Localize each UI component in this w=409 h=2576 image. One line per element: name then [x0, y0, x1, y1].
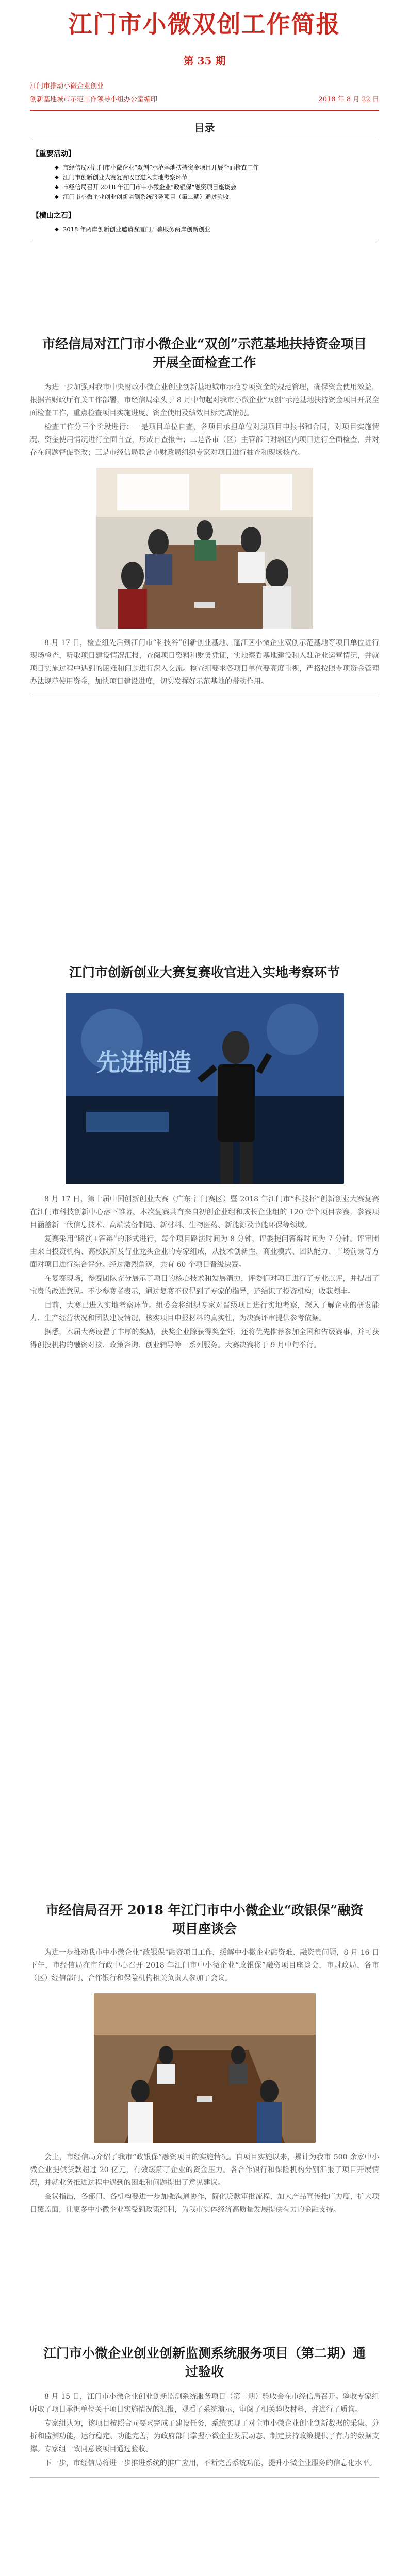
meeting-photo [96, 468, 313, 629]
forum-meeting-image [94, 1993, 316, 2143]
toc-list [55, 225, 379, 234]
issuer-line-2: 创新基地城市示范工作领导小组办公室编印 [30, 96, 158, 104]
article-title: 江门市创新创业大赛复赛收官进入实地考察环节 [69, 965, 340, 980]
article-paragraph: 8 月 15 日，江门市小微企业创业创新监测系统服务项目（第二期）验收会在市经信局召开。验收专家组听取了项目承担单位关于项目实施情况的汇报，观看了系统演示，审阅了相关验收材料，并进行了质询。 [30, 2393, 379, 2414]
article-paragraph: 目前，大赛已进入实地考察环节。组委会将组织专家对晋级项目进行实地考察，深入了解企业的研发能力、生产经营状况和团队建设情况，核实项目申报材料的真实性，为决赛评审提供参考依据。 [30, 1301, 379, 1323]
toc-section-label: 【横山之石】 [32, 212, 75, 220]
forum-photo [94, 1993, 316, 2143]
article-paragraph: 会议指出，各部门、各机构要进一步加强沟通协作，简化贷款审批流程，加大产品宣传推广力度，扩大项目覆盖面，让更多中小微企业享受到政策红利，为我市实体经济高质量发展提供有力的金融支持。 [30, 2193, 379, 2214]
header-divider [30, 110, 379, 111]
toc-item[interactable]: ◆ 2018 年两岸创新创业邀请赛厦门开幕服务两岸创新创业 [55, 225, 379, 234]
toc-list [55, 163, 379, 202]
article-paragraph: 复赛采用“路演+答辩”的形式进行，每个项目路演时间为 8 分钟，评委提问答辩时间为 7 分钟。评审团由来自投资机构、高校院所及行业龙头企业的专家组成，从技术创新性、商业模式、团队能力、市场前景等方面对项目进行综合评分。经过激烈角逐，共有 60 个项目晋级决赛。 [30, 1235, 379, 1269]
article-divider [30, 2477, 379, 2478]
article-paragraph: 下一步，市经信局将进一步推进系统的推广应用，不断完善系统功能，提升小微企业服务的信息化水平。 [44, 2459, 377, 2467]
article-paragraph: 专家组认为，该项目按照合同要求完成了建设任务，系统实现了对全市小微企业创业创新数据的采集、分析和监测功能，运行稳定、功能完善，为政府部门掌握小微企业发展动态、制定扶持政策提供了有力的数据支撑。专家组一致同意该项目通过验收。 [30, 2419, 379, 2453]
article-4 [30, 2344, 379, 2478]
toc-section-label: 【重要活动】 [32, 150, 75, 158]
article-paragraph: 据悉，本届大赛设置了丰厚的奖励，获奖企业除获得奖金外，还将优先推荐参加全国和省级赛事，并可获得创投机构的融资对接、政策咨询、创业辅导等一系列服务。大赛决赛将于 9 月中旬举行。 [30, 1328, 379, 1349]
article-paragraph: 检查工作分三个阶段进行：一是项目单位自查，各项目承担单位对照项目申报书和合同，对项目实施情况、资金使用情况进行全面自查，形成自查报告；二是各市（区）主管部门对辖区内项目进行全面检查，并对存在问题督促整改；三是市经信局联合市财政局组织专家对项目进行抽查和现场核查。 [30, 423, 379, 457]
issuer-line-1: 江门市推动小微企业创业 [30, 82, 104, 90]
article-paragraph: 为进一步加强对我市中央财政小微企业创业创新基地城市示范专项资金的规范管理，确保资金使用效益，根据省财政厅有关工作部署，市经信局牵头于 8 月中旬起对我市小微企业“双创”示范基地扶持资金项目开展全面检查工作，重点检查项目实施进度、资金使用及绩效目标完成情况。 [30, 383, 379, 417]
article-3 [30, 1901, 379, 2216]
article-title: 江门市小微企业创业创新监测系统服务项目（第二期）通过验收 [43, 2346, 366, 2379]
article-paragraph: 在复赛现场，参赛团队充分展示了项目的核心技术和发展潜力，评委们对项目进行了专业点评，并提出了宝贵的改进意见。不少参赛者表示，通过复赛不仅得到了专家的指导，还结识了投资机构，收获颇丰。 [30, 1275, 379, 1296]
svg-text:先进制造: 先进制造 [96, 1048, 191, 1076]
toc-title: 目录 [194, 122, 215, 134]
newsletter-title: 江门市小微双创工作简报 [68, 10, 341, 38]
toc-item[interactable]: ◆ 市经信局对江门市小微企业“双创”示范基地扶持资金项目开展全面检查工作 [55, 163, 379, 173]
meeting-room-image [96, 468, 313, 629]
article-title: 市经信局对江门市小微企业“双创”示范基地扶持资金项目开展全面检查工作 [42, 336, 367, 370]
toc-item[interactable]: ◆ 市经信局召开 2018 年江门市中小微企业“政银保”融资项目座谈会 [55, 182, 379, 192]
article-paragraph: 8 月 17 日，第十届中国创新创业大赛（广东·江门赛区）暨 2018 年江门市“科技杯”创新创业大赛复赛在江门市科技创新中心落下帷幕。本次复赛共有来自初创企业组和成长企业组的 120 余个项目参赛，参赛项目涵盖新一代信息技术、高端装备制造、新材料、生物医药、新能源及节能环保等领域。 [30, 1195, 379, 1229]
article-paragraph: 会上，市经信局介绍了我市“政银保”融资项目的实施情况。自项目实施以来，累计为我市 500 余家中小微企业提供贷款超过 20 亿元，有效缓解了企业的资金压力。各合作银行和保险机构分别汇报了项目开展情况，并就业务推进过程中遇到的困难和问题提出了意见建议。 [30, 2153, 379, 2187]
contest-photo [66, 993, 344, 1184]
toc-item[interactable]: ◆ 江门市小微企业创业创新监测系统服务项目（第二期）通过验收 [55, 192, 379, 202]
article-paragraph: 为进一步推动我市中小微企业“政银保”融资项目工作，缓解中小微企业融资难、融资贵问题，8 月 16 日下午，市经信局在市行政中心召开 2018 年江门市中小微企业“政银保”融资项目座谈会，市财政局、各市（区）经信部门、合作银行和保险机构相关负责人参加了会议。 [30, 1948, 379, 1982]
article-title: 市经信局召开 2018 年江门市中小微企业“政银保”融资项目座谈会 [45, 1903, 364, 1936]
article-1 [30, 335, 379, 696]
article-paragraph: 8 月 17 日，检查组先后到江门市“科技谷”创新创业基地、蓬江区小微企业双创示范基地等项目单位进行现场检查，听取项目建设情况汇报，查阅项目资料和财务凭证，实地察看基地建设和入驻企业运营情况，并就项目实施过程中遇到的困难和问题进行深入交流。检查组要求各项目单位要高度重视，严格按照专项资金管理办法规范使用资金，加快项目建设进度，切实发挥好示范基地的带动作用。 [30, 639, 379, 686]
toc-item[interactable]: ◆ 江门市创新创业大赛复赛收官进入实地考察环节 [55, 173, 379, 182]
issuer-block [30, 80, 379, 107]
issue-date: 2018 年 8 月 22 日 [318, 96, 379, 104]
article-2 [30, 963, 379, 1352]
issue-number: 第 35 期 [183, 55, 226, 67]
contest-stage-image [66, 993, 344, 1184]
